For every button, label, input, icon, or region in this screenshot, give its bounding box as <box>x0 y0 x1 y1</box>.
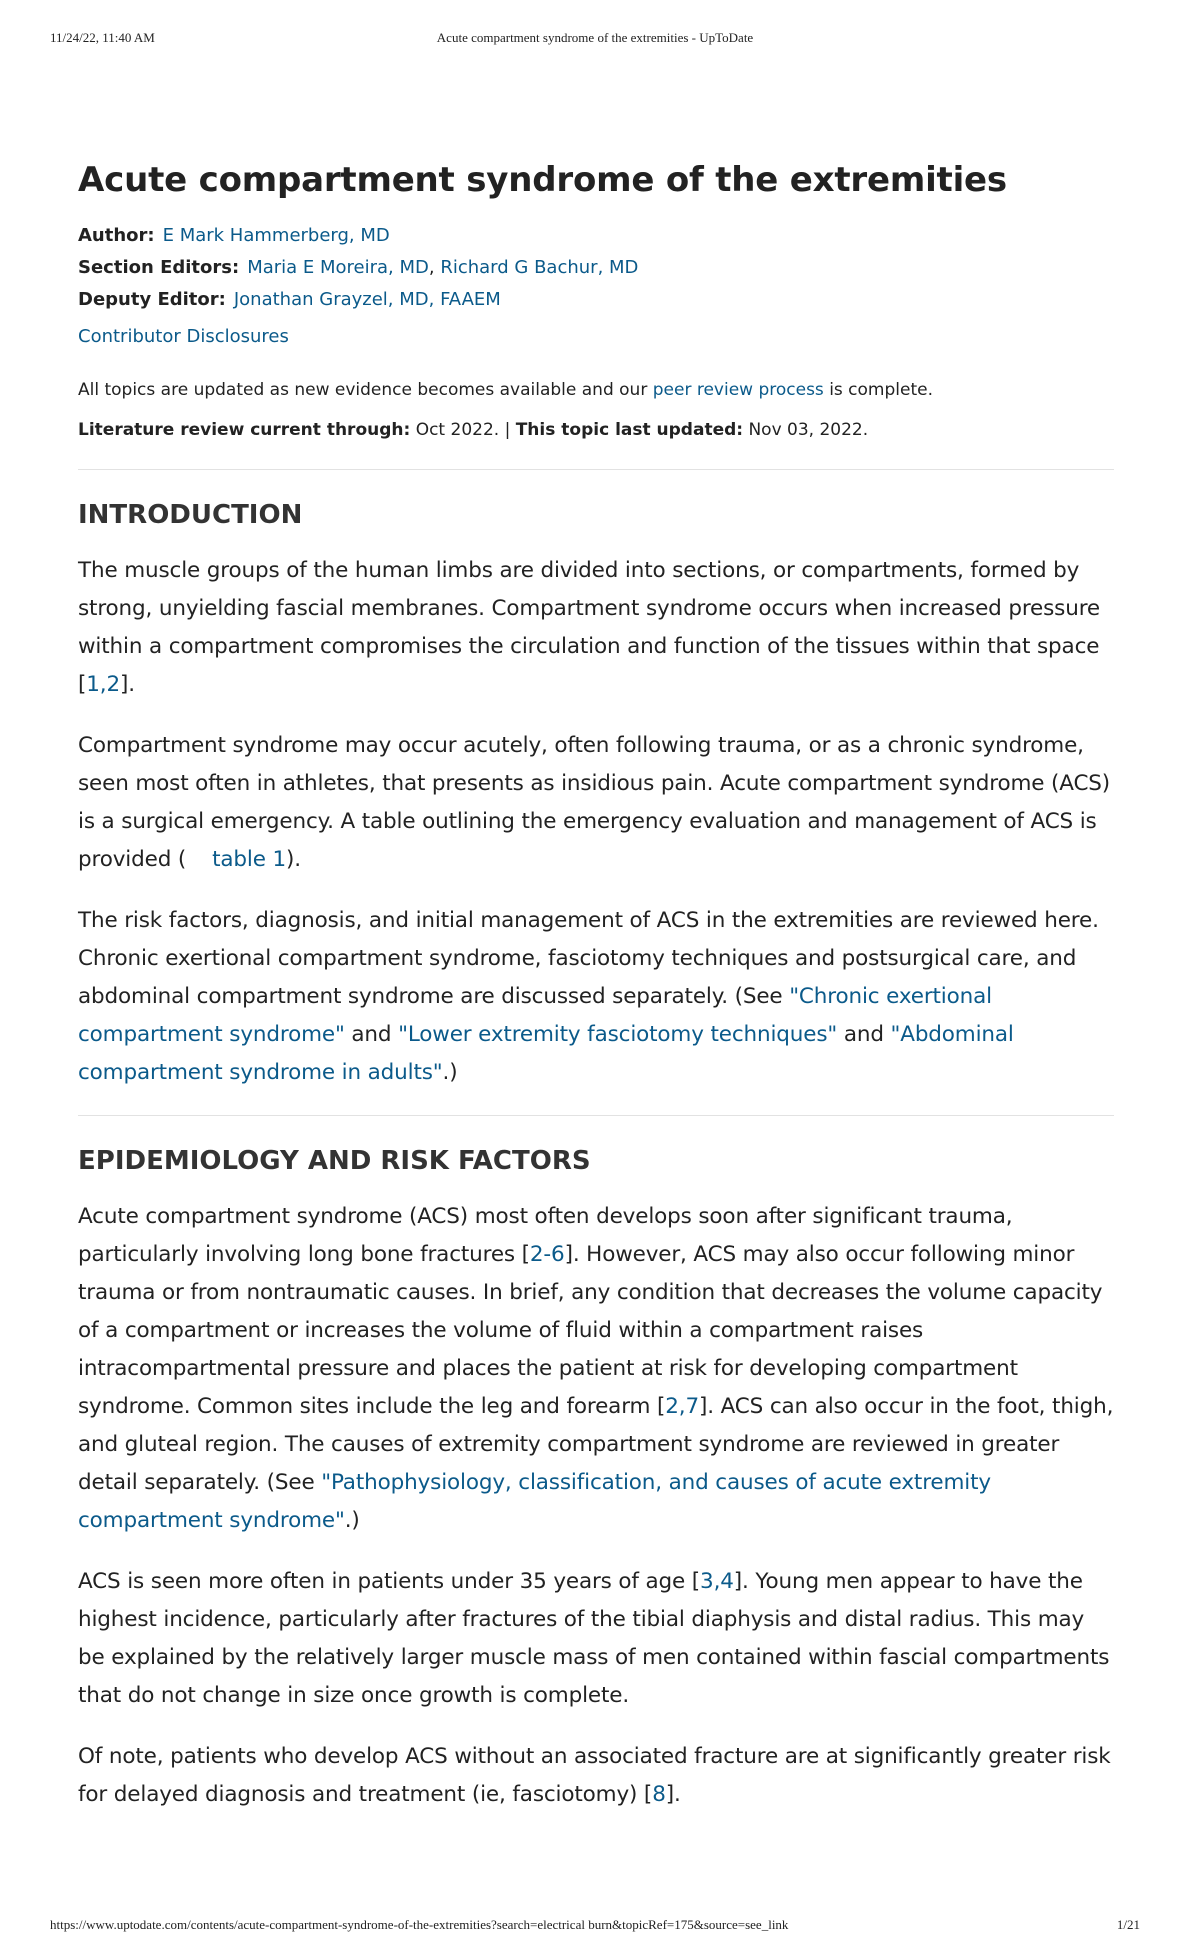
author-link[interactable]: E Mark Hammerberg, MD <box>162 225 390 246</box>
epi-paragraph-3 <box>78 1738 1114 1814</box>
fasciotomy-techniques-link[interactable]: "Lower extremity fasciotomy techniques" <box>398 1022 838 1047</box>
section-editor-link-1[interactable]: Maria E Moreira, MD <box>247 257 429 278</box>
print-header <box>50 30 1140 46</box>
chronic-exertional-link[interactable]: "Chronic exertional compartment syndrome" <box>78 984 992 1047</box>
section-divider <box>78 1115 1114 1116</box>
last-updated-label: This topic last updated: <box>515 420 744 440</box>
epi-paragraph-2 <box>78 1563 1114 1715</box>
print-datetime: 11/24/22, 11:40 AM <box>50 30 155 45</box>
epi-p1-text-a: Acute compartment syndrome (ACS) most often develops soon after significant trauma, particularly involving long bone fractures [ <box>78 1204 1013 1267</box>
print-page-number: 1/21 <box>1116 1917 1140 1932</box>
literature-review-line <box>78 417 1114 443</box>
epi-p2-text-a: ACS is seen more often in patients under 35 years of age [ <box>78 1569 701 1594</box>
last-updated-value: Nov 03, 2022. <box>743 420 869 440</box>
epi-p1-end: .) <box>344 1508 360 1533</box>
epi-p1-text-b: ]. However, ACS may also occur following minor trauma or from nontraumatic causes. In brief, any condition that decreases the volume capacity of a compartment or increases the volume of fluid within a compartment raises intracompartmental pressure and places the patient at risk for developing compartment syndrome. Common sites include the leg and forearm [ <box>78 1242 1103 1419</box>
epi-p3-text-a: Of note, patients who develop ACS without an associated fracture are at significantly greater risk for delayed diagnosis and treatment (ie, fasciotomy) [ <box>78 1744 1111 1807</box>
peer-review-link[interactable]: peer review process <box>652 380 824 400</box>
intro-p3-text: The risk factors, diagnosis, and initial management of ACS in the extremities are reviewed here. Chronic exertional compartment syndrome, fasciotomy techniques and postsurgical care, and abdominal compartment syndrome are discussed separately. (See <box>78 908 1099 1009</box>
section-editors-label: Section Editors: <box>78 257 240 278</box>
intro-p1-text: The muscle groups of the human limbs are divided into sections, or compartments, formed by strong, unyielding fascial membranes. Compartment syndrome occurs when increased pressure within a compartment compromises the circulation and function of the tissues within that space [ <box>78 558 1100 697</box>
intro-p2-text: Compartment syndrome may occur acutely, often following trauma, or as a chronic syndrome, seen most often in athletes, that presents as insidious pain. Acute compartment syndrome (ACS) is a surgical emergency. A table outlining the emergency evaluation and management of ACS is provided ( <box>78 733 1111 872</box>
reference-link[interactable]: 2-6 <box>529 1242 565 1267</box>
intro-paragraph-1 <box>78 552 1114 704</box>
epi-paragraph-1 <box>78 1198 1114 1540</box>
deputy-editor-line <box>78 284 1114 316</box>
intro-p3-and-2: and <box>837 1022 891 1047</box>
section-editor-link-2[interactable]: Richard G Bachur, MD <box>440 257 639 278</box>
epidemiology-heading: EPIDEMIOLOGY AND RISK FACTORS <box>78 1146 591 1176</box>
introduction-heading: INTRODUCTION <box>78 500 303 530</box>
reference-link[interactable]: 8 <box>652 1782 666 1807</box>
lit-review-label: Literature review current through: <box>78 420 411 440</box>
epi-p2-text-b: ]. Young men appear to have the highest incidence, particularly after fractures of the tibial diaphysis and distal radius. This may be explained by the relatively larger muscle mass of men contained within fascial compartments that do not change in size once growth is complete. <box>78 1569 1110 1708</box>
section-divider <box>78 469 1114 470</box>
intro-p3-end: .) <box>442 1060 458 1085</box>
print-doc-title: Acute compartment syndrome of the extremities - UpToDate <box>436 30 754 45</box>
epi-p3-end: ]. <box>665 1782 681 1807</box>
intro-p2-end: ). <box>286 847 301 872</box>
update-notice-end: is complete. <box>823 380 933 400</box>
section-editors-line <box>78 252 1114 284</box>
intro-paragraph-3 <box>78 902 1114 1092</box>
section-editor-separator: , <box>428 257 441 278</box>
update-notice-text: All topics are updated as new evidence becomes available and our <box>78 380 653 400</box>
page-title: Acute compartment syndrome of the extremities <box>78 160 1007 200</box>
reference-link[interactable]: 2,7 <box>665 1394 699 1419</box>
pathophysiology-link[interactable]: "Pathophysiology, classification, and causes of acute extremity compartment syndrome" <box>78 1470 991 1533</box>
lit-review-value: Oct 2022. | <box>410 420 516 440</box>
intro-paragraph-2 <box>78 727 1114 879</box>
abdominal-compartment-link[interactable]: "Abdominal compartment syndrome in adults" <box>78 1022 1014 1085</box>
update-notice <box>78 377 1114 403</box>
intro-p3-and-1: and <box>344 1022 399 1047</box>
author-line <box>78 220 1114 252</box>
table-1-link[interactable]: table 1 <box>212 847 287 872</box>
intro-p1-end: ]. <box>120 672 135 697</box>
author-label: Author: <box>78 225 155 246</box>
print-footer <box>50 1917 1140 1933</box>
deputy-editor-link[interactable]: Jonathan Grayzel, MD, FAAEM <box>233 289 501 310</box>
reference-link[interactable]: 1,2 <box>86 672 120 697</box>
epi-p1-text-c: ]. ACS can also occur in the foot, thigh, and gluteal region. The causes of extremity compartment syndrome are reviewed in greater detail separately. (See <box>78 1394 1114 1495</box>
print-url: https://www.uptodate.com/contents/acute-compartment-syndrome-of-the-extremities?search=electrical burn&topicRef=175&source=see_link <box>50 1917 789 1932</box>
reference-link[interactable]: 3,4 <box>700 1569 734 1594</box>
article <box>78 160 1114 1814</box>
deputy-editor-label: Deputy Editor: <box>78 289 226 310</box>
contributor-disclosures-link[interactable]: Contributor Disclosures <box>78 326 289 347</box>
